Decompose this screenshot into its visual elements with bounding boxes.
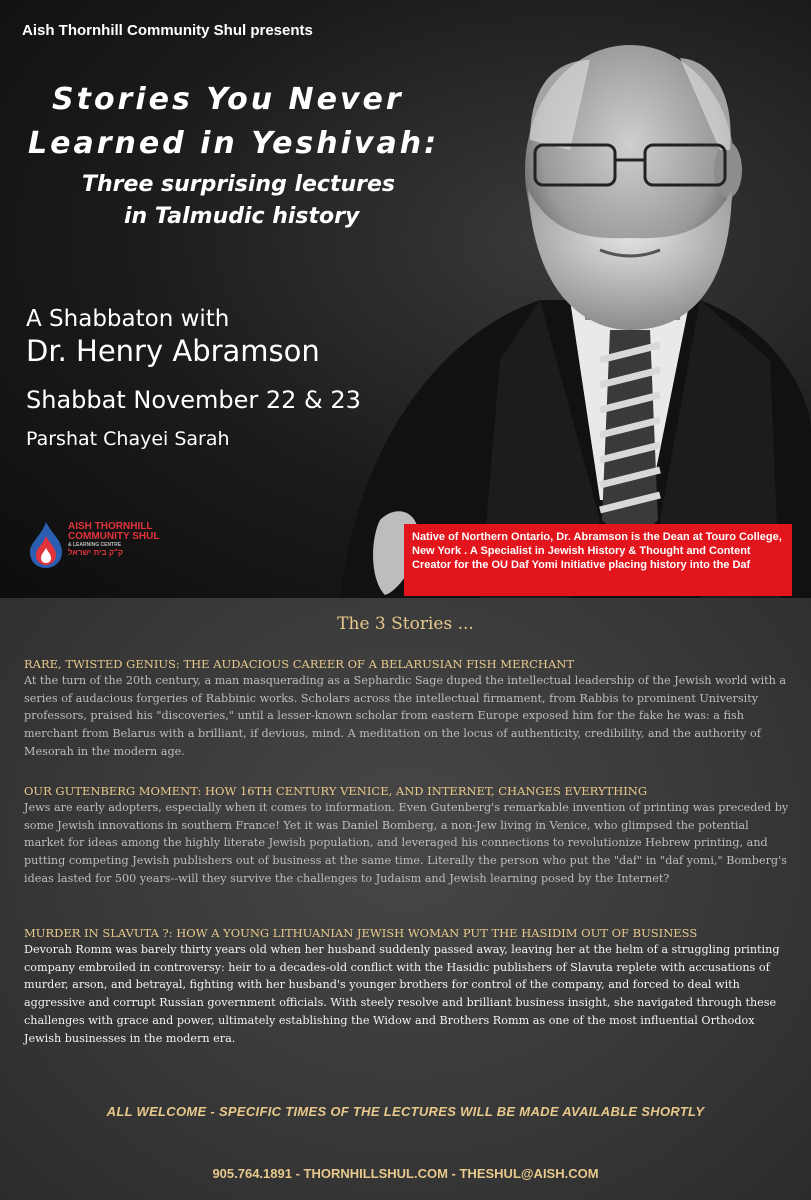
presenter-line: Aish Thornhill Community Shul presents — [22, 22, 313, 39]
story-2-body: Jews are early adopters, especially when it comes to information. Even Gutenberg's remarkable invention of printing was preceded by some Jewish innovations in southern France! Yet it was Daniel Bomberg, a non-Jew living in Venice, who glimpsed the potential market for ideas among the highly literate Jewish population, and leveraged his connections to revolutionize Hebrew printing, and putting competing Jewish publishers out of business at the same time. Literally the person who put the "daf" in "daf yomi," Bomberg's ideas lasted for 500 years--will they survive the challenges to Judaism and Jewish learning posed by the Internet? — [24, 801, 789, 885]
story-3-title: MURDER IN SLAVUTA ?: HOW A YOUNG LITHUANIAN JEWISH WOMAN PUT THE HASIDIM OUT OF BUSINESS — [24, 926, 698, 940]
logo-name-line-1: AISH THORNHILL — [68, 521, 153, 532]
logo-name-line-2: COMMUNITY SHUL — [68, 531, 160, 542]
poster-header-section — [0, 0, 811, 598]
flame-icon — [28, 520, 64, 570]
story-3-body: Devorah Romm was barely thirty years old when her husband suddenly passed away, leaving her at the helm of a struggling printing company embroiled in controversy: heir to a decades-old conflict with the Hasidic publishers of Slavuta replete with accusations of murder, arson, and betrayal, fighting with her husband's younger brothers for control of the company, and forced to deal with aggressive and corrupt Russian government officials. With steely resolve and brilliant business insight, she navigated through these challenges with grace and power, ultimately establishing the Widow and Brothers Romm as one of the most influential Orthodox Jewish businesses in the modern era. — [24, 943, 780, 1045]
story-1-title: RARE, TWISTED GENIUS: THE AUDACIOUS CAREER OF A BELARUSIAN FISH MERCHANT — [24, 657, 574, 671]
story-1-body: At the turn of the 20th century, a man masquerading as a Sephardic Sage duped the intellectual leadership of the Jewish world with a series of audacious forgeries of Rabbinic works. Scholars across the intellectual firmament, from Rabbis to prominent University professors, praised his "discoveries," until a lesser-known scholar from eastern Europe exposed him for the fake he was: a fish merchant from Belarus with a brilliant, if devious, mind. A meditation on the locus of authenticity, credibility, and the authority of Mesorah in the modern age. — [24, 674, 787, 758]
event-title-line-2: Learned in Yeshivah: — [28, 126, 440, 161]
logo-hebrew-name: ק"ק בית ישראל — [68, 548, 124, 557]
event-date: Shabbat November 22 & 23 — [26, 386, 361, 414]
contact-info: 905.764.1891 - THORNHILLSHUL.COM - THESHUL@AISH.COM — [212, 1166, 599, 1181]
event-title-line-1: Stories You Never — [52, 82, 404, 117]
welcome-notice: ALL WELCOME - SPECIFIC TIMES OF THE LECTURES WILL BE MADE AVAILABLE SHORTLY — [106, 1104, 705, 1119]
parsha-name: Parshat Chayei Sarah — [26, 428, 230, 450]
stories-heading: The 3 Stories ... — [337, 614, 474, 634]
speaker-bio-box: Native of Northern Ontario, Dr. Abramson is the Dean at Touro College, New York . A Specialist in Jewish History & Thought and Content Creator for the OU Daf Yomi Initiative placing history into the Daf — [404, 524, 792, 596]
shabbaton-intro: A Shabbaton with — [26, 306, 230, 332]
aish-thornhill-logo — [28, 518, 178, 578]
story-2-title: OUR GUTENBERG MOMENT: HOW 16TH CENTURY VENICE, AND INTERNET, CHANGES EVERYTHING — [24, 784, 648, 798]
speaker-name: Dr. Henry Abramson — [26, 334, 320, 368]
event-subtitle-line-2: in Talmudic history — [124, 204, 360, 229]
event-subtitle-line-1: Three surprising lectures — [82, 172, 396, 197]
logo-name-line-3: & LEARNING CENTRE — [68, 542, 122, 548]
